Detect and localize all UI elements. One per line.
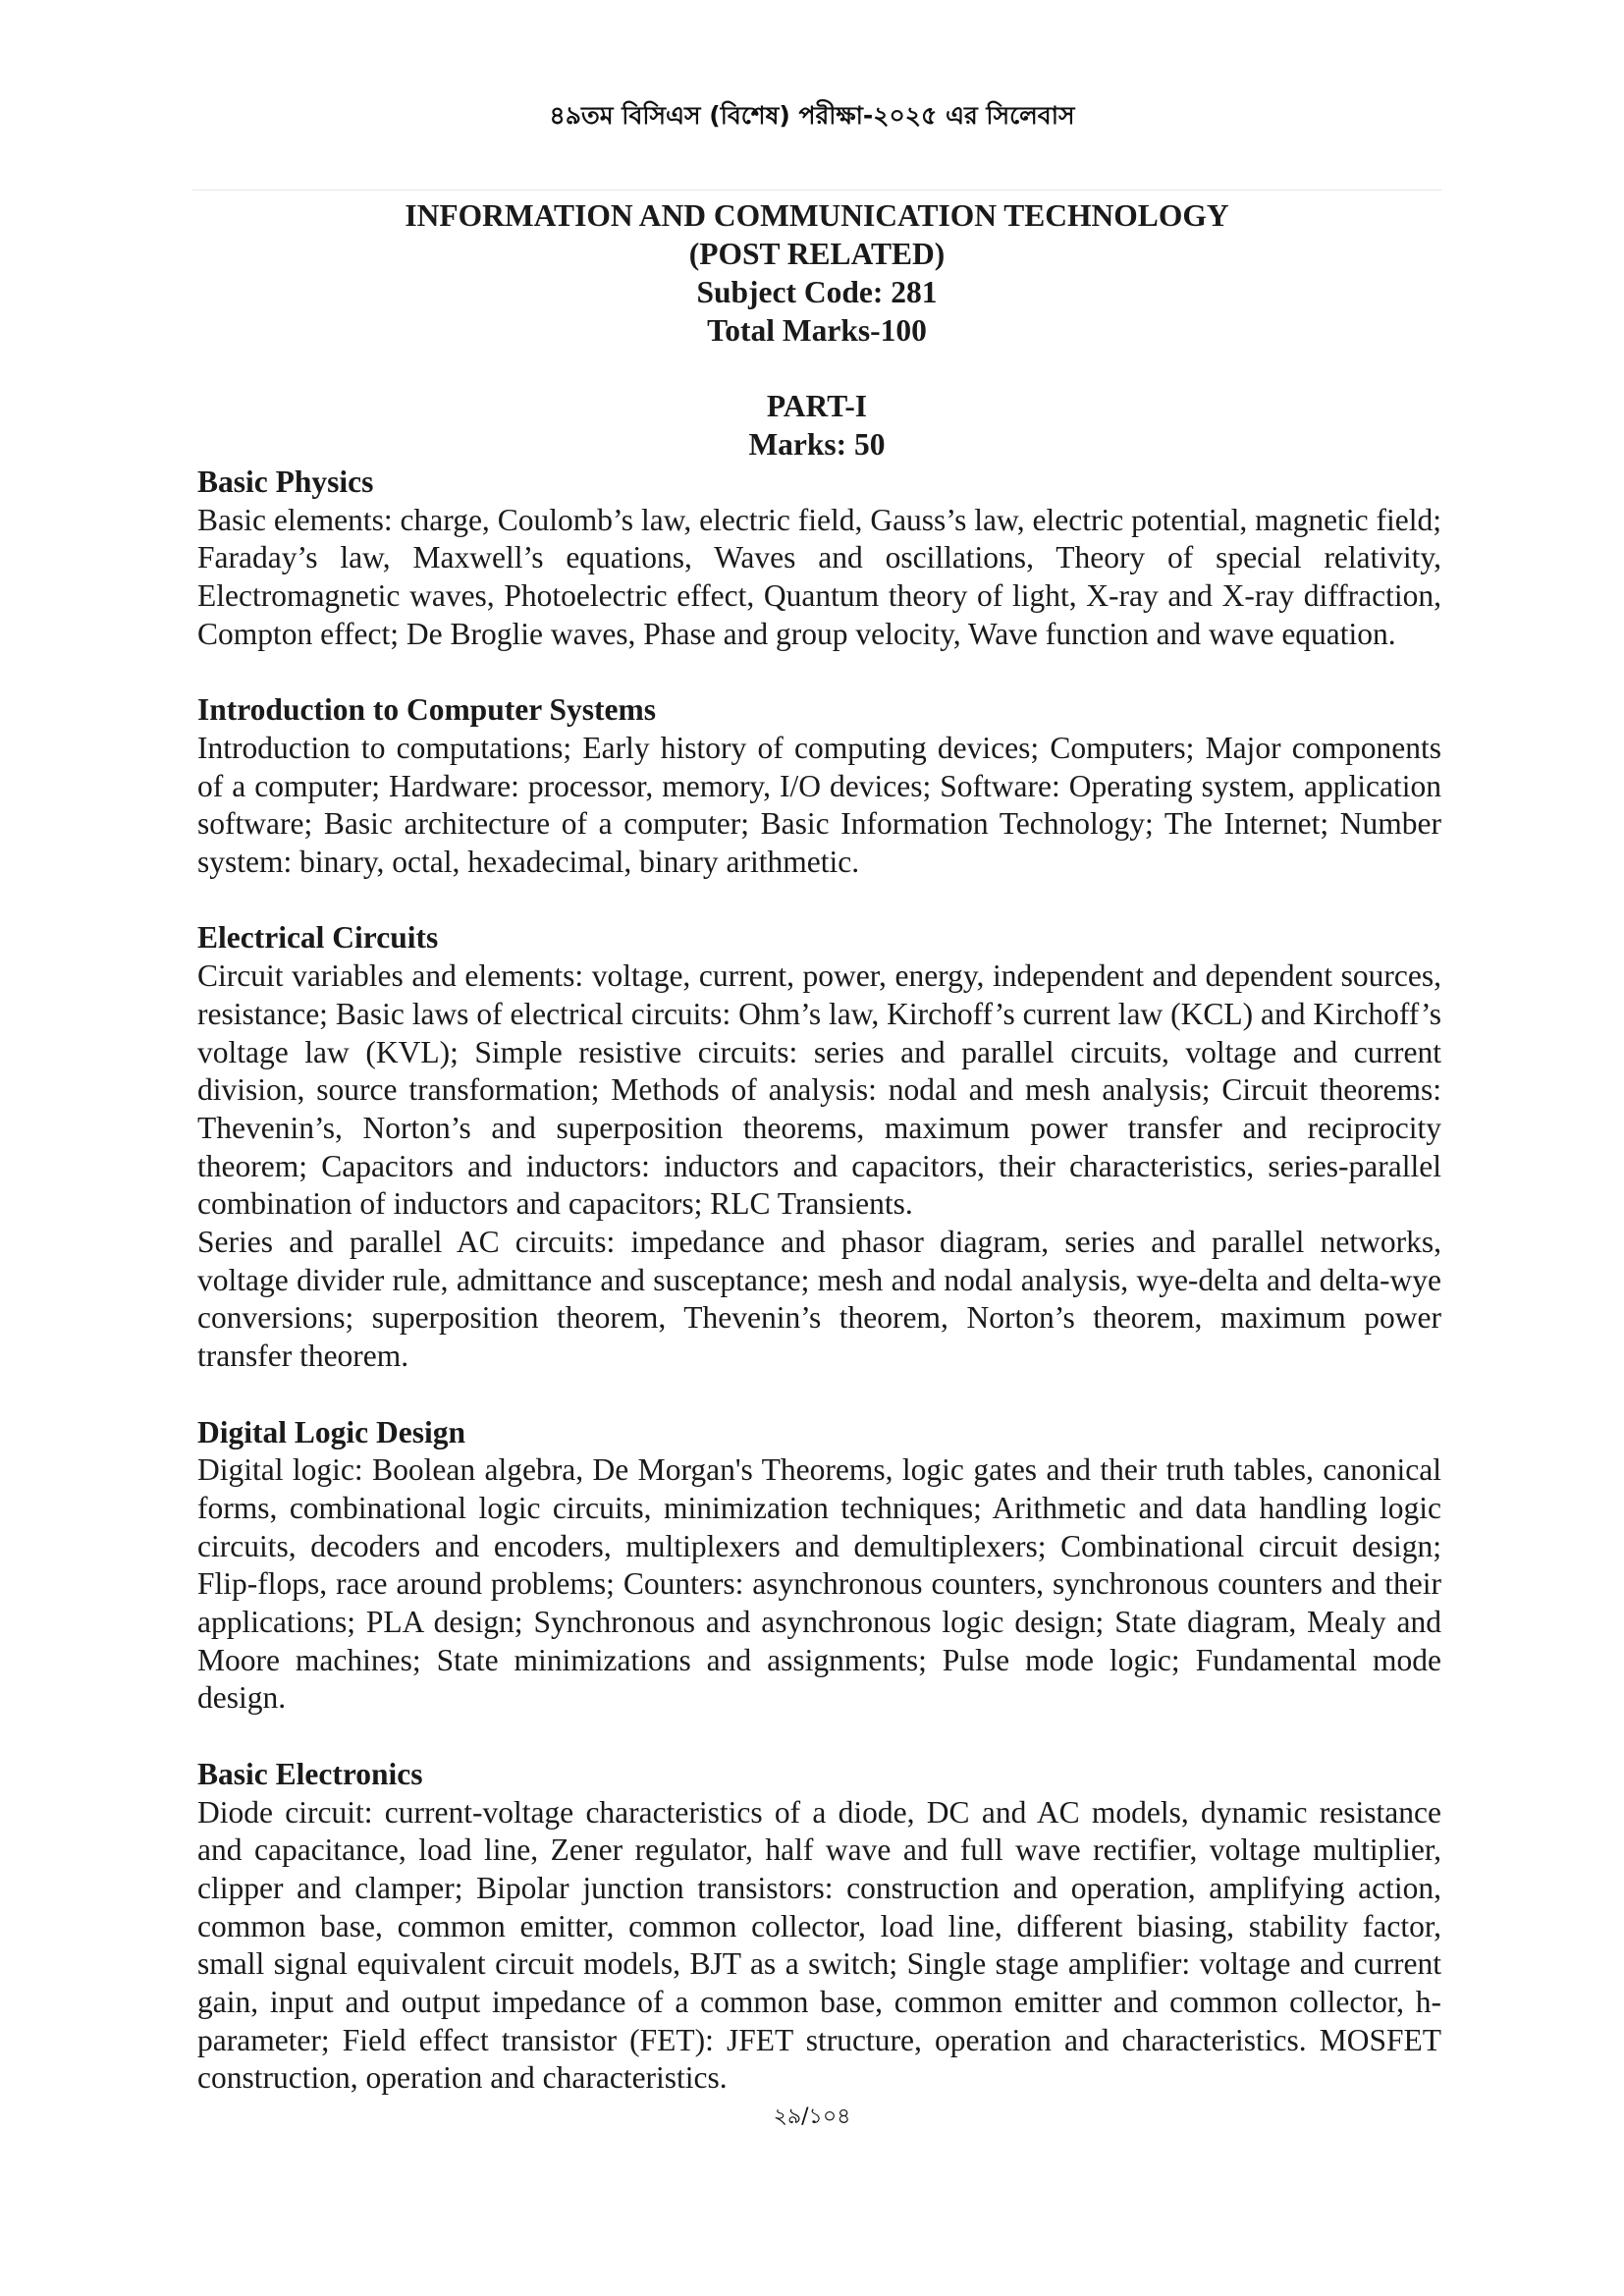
section-paragraph: Circuit variables and elements: voltage, current, power, energy, independent and dependent sources, resistance; Basic laws of electrical circuits: Ohm’s law, Kirchoff’s current law (KCL) and Kirchoff’s voltage law (KVL); Simple resistive circuits: series and parallel circuits, voltage and current division, source transformation; Methods of analysis: nodal and mesh analysis; Circuit theorems: Thevenin’s, Norton’s and superposition theorems, maximum power transfer and reciprocity theorem; Capacitors and inductors: inductors and capacitors, their characteristics, series-parallel combination of inductors and capacitors; RLC Transients. (197, 958, 1441, 1222)
section-paragraph: Series and parallel AC circuits: impedance and phasor diagram, series and parallel networks, voltage divider rule, admittance and susceptance; mesh and nodal analysis, wye-delta and delta-wye conversions; superposition theorem, Thevenin’s theorem, Norton’s theorem, maximum power transfer theorem. (197, 1225, 1441, 1374)
section-basic-electronics (197, 1756, 1441, 2098)
part-marks: Marks: 50 (748, 427, 886, 462)
part-label: PART-I (766, 389, 868, 423)
running-header: ৪৯তম বিসিএস (বিশেষ) পরীক্ষা-২০২৫ এর সিলেবাস (549, 101, 1075, 130)
section-heading: Basic Physics (197, 465, 374, 499)
total-marks: Total Marks-100 (707, 313, 927, 348)
syllabus-sections (197, 464, 1441, 2136)
section-heading: Introduction to Computer Systems (197, 692, 656, 728)
section-paragraph: Basic elements: charge, Coulomb’s law, electric field, Gauss’s law, electric potential, magnetic field; Faraday’s law, Maxwell’s equations, Waves and oscillations, Theory of special relativity, Electromagnetic waves, Photoelectric effect, Quantum theory of light, X-ray and X-ray diffraction, Compton effect; De Broglie waves, Phase and group velocity, Wave function and wave equation. (197, 502, 1441, 651)
section-paragraph: Introduction to computations; Early history of computing devices; Computers; Major components of a computer; Hardware: processor, memory, I/O devices; Software: Operating system, application software; Basic architecture of a computer; Basic Information Technology; The Internet; Number system: binary, octal, hexadecimal, binary arithmetic. (197, 730, 1441, 880)
section-intro-computer-systems (197, 691, 1441, 882)
part-heading-block (192, 387, 1441, 464)
subject-note: (POST RELATED) (688, 237, 946, 271)
subject-code: Subject Code: 281 (696, 275, 938, 309)
section-electrical-circuits (197, 919, 1441, 1375)
section-paragraph: Digital logic: Boolean algebra, De Morgan's Theorems, logic gates and their truth tables, canonical forms, combinational logic circuits, minimization techniques; Arithmetic and data handling logic circuits, decoders and encoders, multiplexers and demultiplexers; Combinational circuit design; Flip-flops, race around problems; Counters: asynchronous counters, synchronous counters and their applications; PLA design; Synchronous and asynchronous logic design; State diagram, Mealy and Moore machines; State minimizations and assignments; Pulse mode logic; Fundamental mode design. (197, 1452, 1441, 1716)
subject-title: INFORMATION AND COMMUNICATION TECHNOLOGY (405, 198, 1229, 233)
section-heading: Digital Logic Design (197, 1414, 465, 1449)
section-heading: Electrical Circuits (197, 920, 439, 956)
subject-title-block (192, 196, 1441, 350)
section-basic-physics (197, 464, 1441, 654)
section-digital-logic-design (197, 1414, 1441, 1719)
page-number: ২৯/১০৪ (773, 2105, 851, 2129)
header-divider (192, 190, 1441, 191)
section-heading: Basic Electronics (197, 1756, 423, 1791)
section-paragraph: Diode circuit: current-voltage characteristics of a diode, DC and AC models, dynamic resistance and capacitance, load line, Zener regulator, half wave and full wave rectifier, voltage multiplier, clipper and clamper; Bipolar junction transistors: construction and operation, amplifying action, common base, common emitter, common collector, load line, different biasing, stability factor, small signal equivalent circuit models, BJT as a switch; Single stage amplifier: voltage and current gain, input and output impedance of a common base, common emitter and common collector, h-parameter; Field effect transistor (FET): JFET structure, operation and characteristics. MOSFET construction, operation and characteristics. (197, 1794, 1441, 2096)
